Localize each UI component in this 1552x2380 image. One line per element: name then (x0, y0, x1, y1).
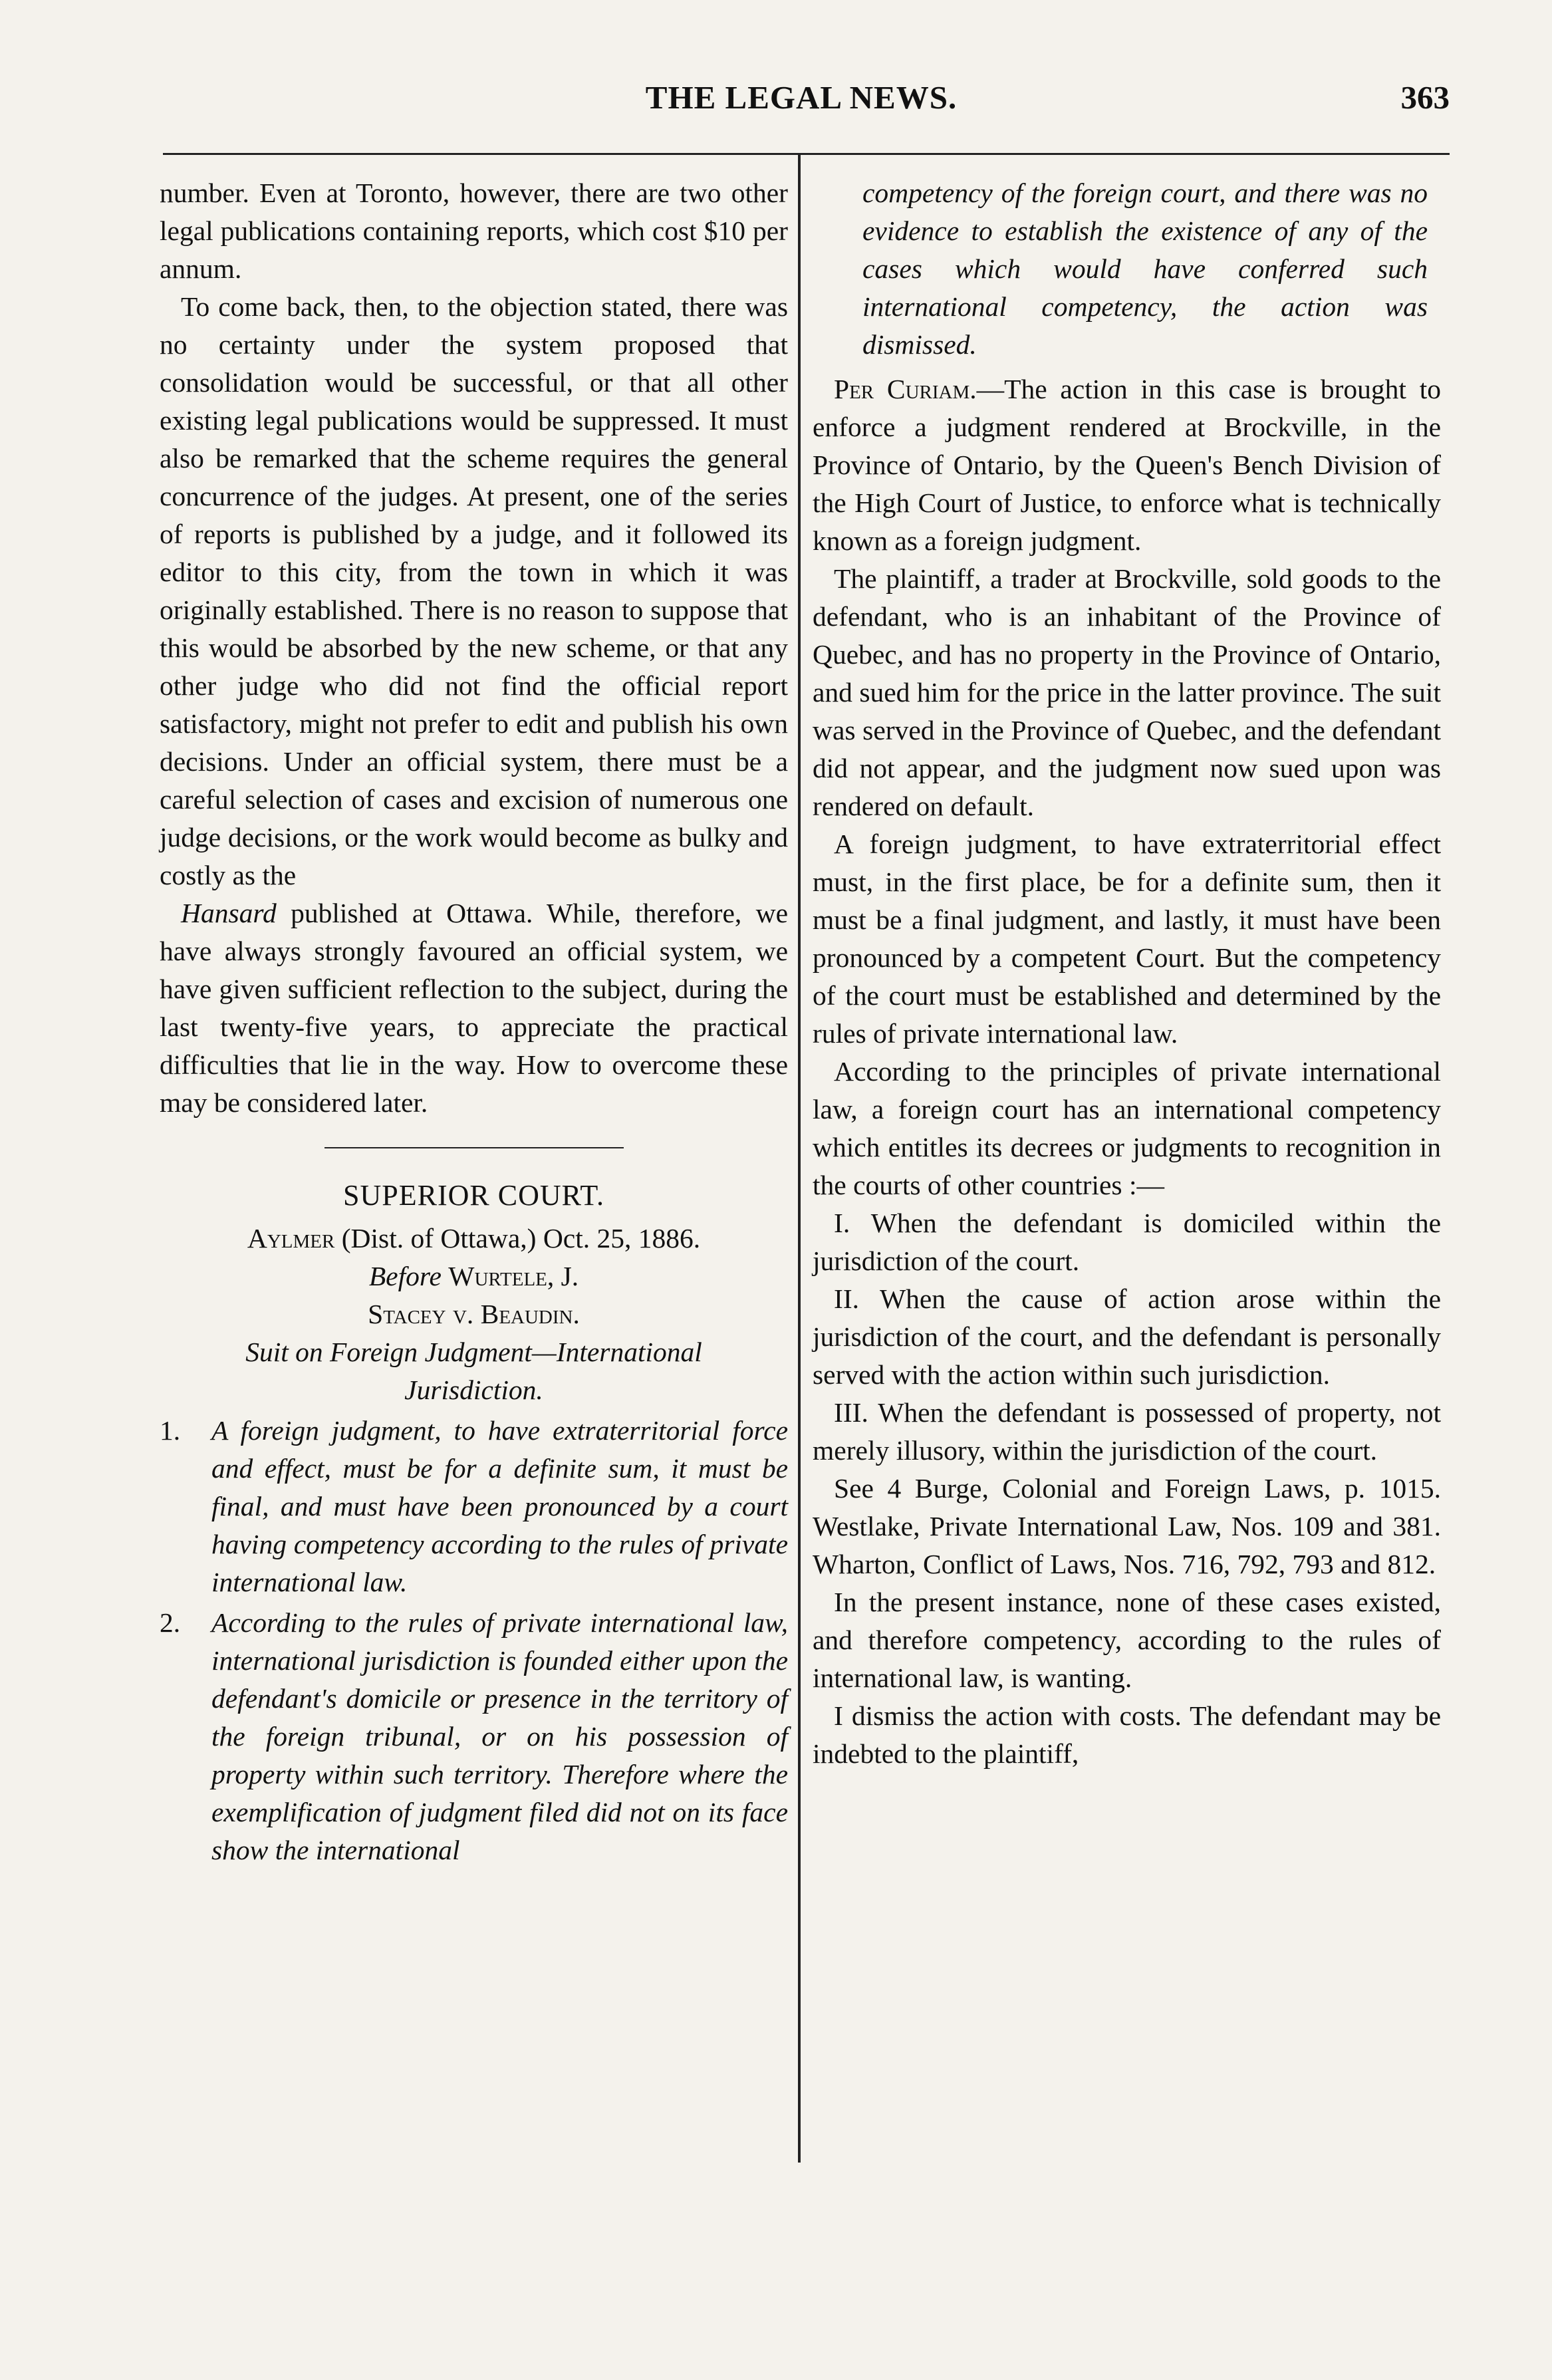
headnote-text: According to the rules of private international law, international jurisdiction is founded either upon the defendant's domicile or presence in the territory of the foreign tribunal, or on his possession of property within such territory. Therefore where the exemplification of judgment filed did not on its face show the international (211, 1607, 788, 1865)
headnote-number: 1. (160, 1415, 181, 1446)
hansard-italic: Hansard (181, 898, 277, 928)
journal-title: THE LEGAL NEWS. (645, 79, 958, 116)
case-parties: Stacey v. Beaudin. (368, 1299, 580, 1329)
judge-line (160, 1257, 788, 1295)
headnote (160, 1412, 788, 1601)
section-divider (324, 1147, 624, 1148)
header-rule (163, 153, 1450, 155)
right-column (813, 174, 1441, 1773)
paragraph: I dismiss the action with costs. The defendant may be indebted to the plaintiff, (813, 1700, 1441, 1769)
place-name: Aylmer (247, 1223, 335, 1254)
paragraph: III. When the defendant is possessed of property, not merely illusory, within the jurisdiction of the court. (813, 1397, 1441, 1466)
column-divider (798, 154, 801, 2163)
paragraph: number. Even at Toronto, however, there are two other legal publications containing reports, which cost $10 per annum. (160, 178, 788, 284)
paragraph: A foreign judgment, to have extraterritorial effect must, in the first place, be for a definite sum, then it must be a final judgment, and lastly, it must have been pronounced by a competent Court. But the competency of the court must be established and determined by the rules of private international law. (813, 829, 1441, 1049)
page-number: 363 (1400, 79, 1450, 116)
paragraph-text: —The action in this case is brought to enforce a judgment rendered at Brockville, in the Province of Ontario, by the Queen's Bench Division of the High Court of Justice, to enforce what is technically known as a foreign judgment. (813, 374, 1441, 556)
case-subject: Suit on Foreign Judgment—International Jurisdiction. (245, 1337, 702, 1405)
paragraph: I. When the defendant is domiciled within the jurisdiction of the court. (813, 1208, 1441, 1276)
paragraph: To come back, then, to the objection stated, there was no certainty under the system proposed that consolidation would be successful, or that all other existing legal publications would be suppressed. It must also be remarked that the scheme requires the general concurrence of the judges. At present, one of the series of reports is published by a judge, and it followed its editor to this city, from the town in which it was originally established. There is no reason to suppose that this would be absorbed by the new scheme, or that any other judge who did not find the official report satisfactory, might not prefer to edit and publish his own decisions. Under an official system, there must be a careful selection of cases and excision of numerous one judge decisions, or the work would become as bulky and costly as the (160, 291, 788, 890)
per-curiam-label: Per Curiam. (834, 374, 977, 404)
left-column (160, 174, 788, 1869)
paragraph: In the present instance, none of these cases existed, and therefore competency, according to the rules of international law, is wanting. (813, 1587, 1441, 1693)
judge-name: Wurtele, J. (448, 1261, 579, 1291)
paragraph: See 4 Burge, Colonial and Foreign Laws, p. 1015. Westlake, Private International Law, Nos. 109 and 381. Wharton, Conflict of Laws, Nos. 716, 792, 793 and 812. (813, 1473, 1441, 1579)
headnote-text: A foreign judgment, to have extraterritorial force and effect, must be for a definite sum, it must be final, and must have been pronounced by a court having competency according to the rules of private international law. (211, 1415, 788, 1597)
headnote-continuation: competency of the foreign court, and there was no evidence to establish the existence of any of the cases which would have conferred such international competency, the action was dismissed. (862, 178, 1428, 360)
court-heading: SUPERIOR COURT. (343, 1179, 604, 1212)
place-date: (Dist. of Ottawa,) Oct. 25, 1886. (341, 1223, 701, 1254)
headnote-number: 2. (160, 1607, 181, 1638)
before-label: Before (368, 1261, 442, 1291)
paragraph: II. When the cause of action arose within the jurisdiction of the court, and the defendant is personally served with the action within such jurisdiction. (813, 1283, 1441, 1390)
case-place-date (160, 1220, 788, 1257)
paragraph: The plaintiff, a trader at Brockville, sold goods to the defendant, who is an inhabitant of the Province of Quebec, and has no property in the Province of Ontario, and sued him for the price in the latter province. The suit was served in the Province of Quebec, and the defendant did not appear, and the judgment now sued upon was rendered on default. (813, 563, 1441, 821)
running-header (153, 78, 1450, 132)
headnote (160, 1604, 788, 1869)
paragraph-continuation: published at Ottawa. While, therefore, we have always strongly favoured an official system, we have given sufficient reflection to the subject, during the last twenty-five years, to appreciate the practical difficulties that lie in the way. How to overcome these may be considered later. (160, 898, 789, 1118)
paragraph (813, 370, 1441, 560)
paragraph: According to the principles of private international law, a foreign court has an international competency which entitles its decrees or judgments to recognition in the courts of other countries :— (813, 1056, 1441, 1200)
paragraph (160, 894, 788, 1122)
